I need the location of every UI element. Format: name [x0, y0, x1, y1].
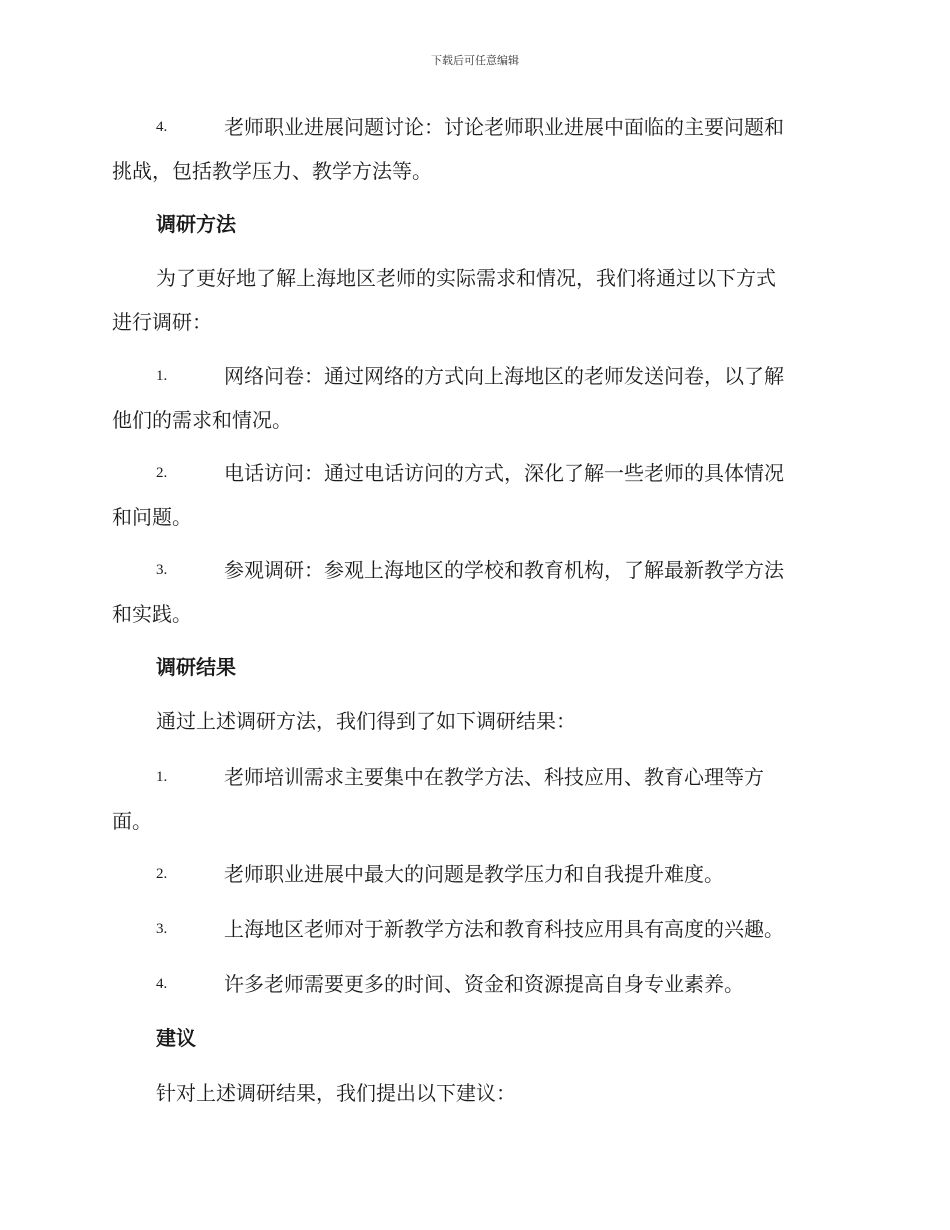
list-item-line-1: 电话访问：通过电话访问的方式，深化了解一些老师的具体情况 [224, 461, 784, 485]
career-discussion-item [112, 105, 837, 193]
list-item-line-1: 老师职业进展问题讨论：讨论老师职业进展中面临的主要问题和 [224, 115, 784, 139]
list-item-line-2: 和实践。 [112, 602, 192, 626]
list-item-line-2: 他们的需求和情况。 [112, 408, 292, 432]
paragraph-line-2: 进行调研： [112, 310, 212, 334]
paragraph-line-1: 为了更好地了解上海地区老师的实际需求和情况，我们将通过以下方式 [156, 266, 776, 290]
list-item-line-1: 参观调研：参观上海地区的学校和教育机构，了解最新教学方法 [224, 558, 784, 582]
result-item-training-needs [112, 755, 837, 843]
list-number: 4. [156, 976, 168, 992]
list-item-line-1: 老师职业进展中最大的问题是教学压力和自我提升难度。 [224, 862, 724, 886]
list-item-line-2: 挑战，包括教学压力、教学方法等。 [112, 159, 432, 183]
paragraph-line-1: 通过上述调研方法，我们得到了如下调研结果： [156, 709, 576, 733]
list-number: 3. [156, 562, 168, 578]
list-item-line-2: 和问题。 [112, 505, 192, 529]
method-item-survey [112, 354, 837, 442]
result-item-interest [112, 907, 837, 951]
suggestions-intro-paragraph [112, 1071, 837, 1115]
list-item-line-1: 上海地区老师对于新教学方法和教育科技应用具有高度的兴趣。 [224, 917, 784, 941]
results-intro-paragraph [112, 699, 837, 743]
result-item-career-problems [112, 852, 837, 896]
list-number: 1. [156, 368, 168, 384]
result-item-resources [112, 962, 837, 1006]
section-heading-suggestions: 建议 [156, 1026, 196, 1050]
page-header: 下载后可任意编辑 [431, 54, 519, 67]
list-number: 4. [156, 119, 168, 135]
section-heading-methods: 调研方法 [156, 212, 236, 236]
list-number: 2. [156, 465, 168, 481]
list-number: 1. [156, 769, 168, 785]
method-item-visit [112, 548, 837, 636]
paragraph-line-1: 针对上述调研结果，我们提出以下建议： [156, 1081, 516, 1105]
methods-intro-paragraph [112, 256, 837, 344]
section-heading-results: 调研结果 [156, 655, 236, 679]
list-item-line-1: 网络问卷：通过网络的方式向上海地区的老师发送问卷，以了解 [224, 364, 784, 388]
method-item-phone [112, 451, 837, 539]
list-number: 2. [156, 866, 168, 882]
list-number: 3. [156, 921, 168, 937]
list-item-line-2: 面。 [112, 809, 152, 833]
list-item-line-1: 老师培训需求主要集中在教学方法、科技应用、教育心理等方 [224, 765, 764, 789]
list-item-line-1: 许多老师需要更多的时间、资金和资源提高自身专业素养。 [224, 972, 744, 996]
